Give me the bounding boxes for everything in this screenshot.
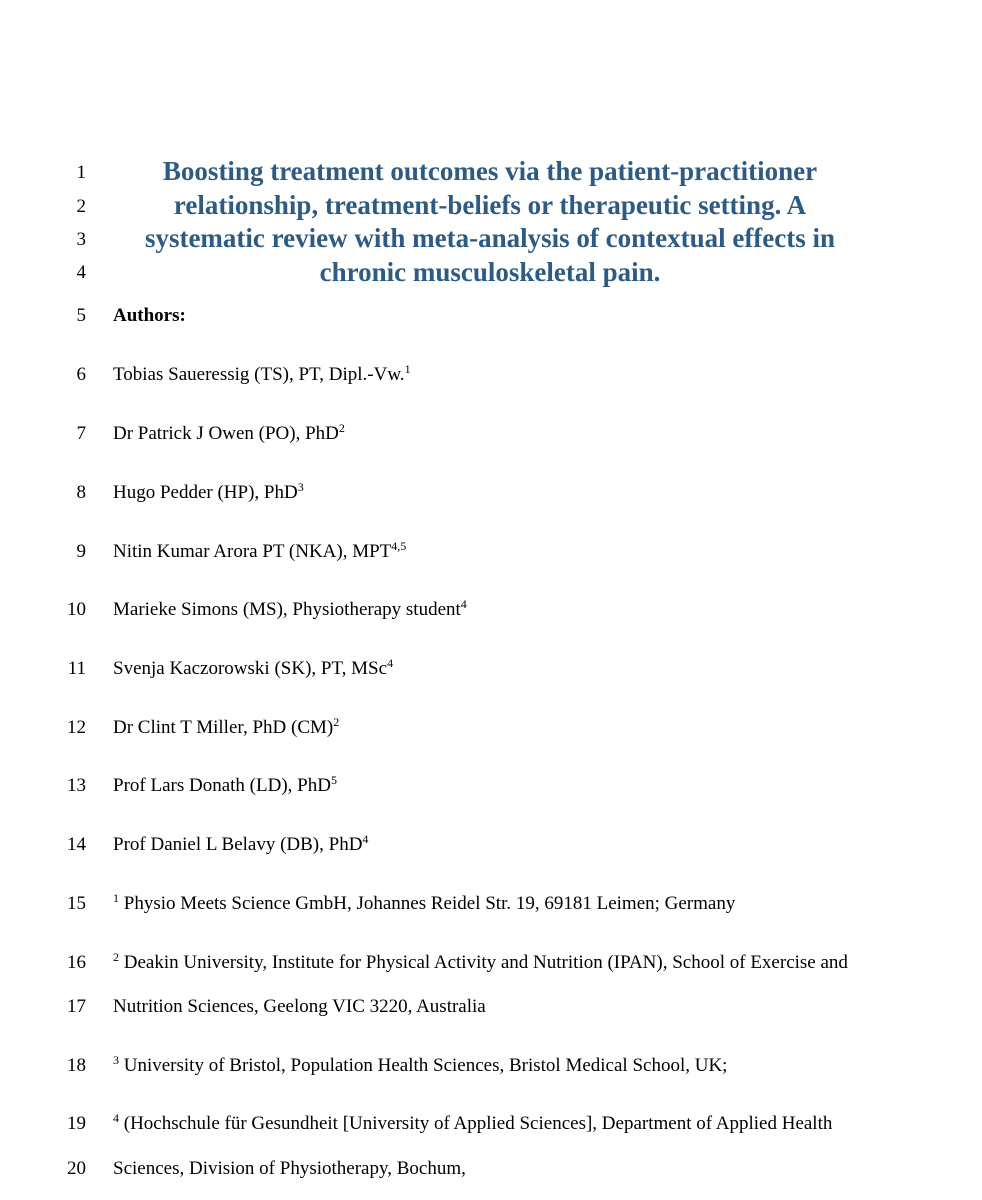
author-name: Prof Daniel L Belavy (DB), PhD [113,834,363,855]
affiliation-mark: 3 [113,1053,119,1067]
title-line: chronic musculoskeletal pain. [319,256,661,287]
author-affiliation-mark: 4,5 [391,539,407,553]
author-name: Nitin Kumar Arora PT (NKA), MPT [113,541,392,562]
line-number: 7 [76,423,86,444]
line-number: 16 [67,952,86,973]
affiliation-line [113,1113,832,1135]
author-affiliation-mark: 2 [338,421,345,435]
line-number: 14 [67,834,86,855]
affiliation-line [113,893,735,915]
affiliation-mark: 1 [113,891,119,905]
author-affiliation-mark: 1 [404,362,411,376]
line-number: 13 [67,775,86,796]
author-affiliation-mark: 4 [460,597,467,611]
author-name: Dr Clint T Miller, PhD (CM) [113,717,334,738]
line-number: 12 [67,717,86,738]
affiliation-mark: 4 [113,1111,119,1125]
title-line: Boosting treatment outcomes via the patient-practitioner [162,156,818,186]
affiliation-line [113,1158,466,1180]
line-number: 15 [67,893,86,914]
line-number: 1 [76,162,86,183]
affiliation-text: Physio Meets Science GmbH, Johannes Reidel Str. 19, 69181 Leimen; Germany [119,893,736,914]
author-entry [113,423,345,445]
line-number: 8 [76,482,86,503]
affiliation-text: Deakin University, Institute for Physical Activity and Nutrition (IPAN), School of Exercise and [119,952,848,973]
title-line: systematic review with meta-analysis of contextual effects in [144,223,836,253]
line-number: 11 [67,658,86,679]
affiliation-text: Sciences, Division of Physiotherapy, Bochum, [113,1158,466,1179]
line-number: 18 [67,1055,86,1076]
author-entry [113,599,467,621]
author-entry [113,717,339,739]
line-number: 9 [76,541,86,562]
line-number: 5 [76,305,86,326]
author-name: Dr Patrick J Owen (PO), PhD [113,423,339,444]
author-name: Marieke Simons (MS), Physiotherapy student [113,599,461,620]
author-entry [113,658,393,680]
affiliation-text: (Hochschule für Gesundheit [University of Applied Sciences], Department of Applied Health [119,1113,833,1134]
line-number: 6 [76,364,86,385]
affiliation-text: University of Bristol, Population Health Sciences, Bristol Medical School, UK; [119,1055,728,1076]
affiliation-line [113,1055,727,1077]
affiliation-line [113,996,486,1018]
author-affiliation-mark: 3 [297,480,304,494]
line-number: 10 [67,599,86,620]
line-number: 3 [76,229,86,250]
paper-title [100,155,880,289]
line-number: 4 [76,262,86,283]
author-affiliation-mark: 5 [330,773,337,787]
affiliation-text: Nutrition Sciences, Geelong VIC 3220, Australia [113,996,486,1017]
line-number: 17 [67,996,86,1017]
author-name: Prof Lars Donath (LD), PhD [113,775,331,796]
line-number: 19 [67,1113,86,1134]
author-entry [113,482,304,504]
author-name: Svenja Kaczorowski (SK), PT, MSc [113,658,388,679]
author-affiliation-mark: 4 [362,832,369,846]
affiliation-line [113,952,848,974]
author-name: Tobias Saueressig (TS), PT, Dipl.-Vw. [113,364,405,385]
author-entry [113,775,337,797]
authors-heading: Authors: [113,305,186,326]
author-affiliation-mark: 4 [387,656,394,670]
title-line: relationship, treatment-beliefs or therapeutic setting. A [173,189,807,220]
line-number: 20 [67,1158,86,1179]
line-number: 2 [76,196,86,217]
affiliation-mark: 2 [113,950,119,964]
author-entry [113,364,411,386]
author-name: Hugo Pedder (HP), PhD [113,482,298,503]
author-entry [113,834,368,856]
author-entry [113,541,406,563]
author-affiliation-mark: 2 [333,715,340,729]
